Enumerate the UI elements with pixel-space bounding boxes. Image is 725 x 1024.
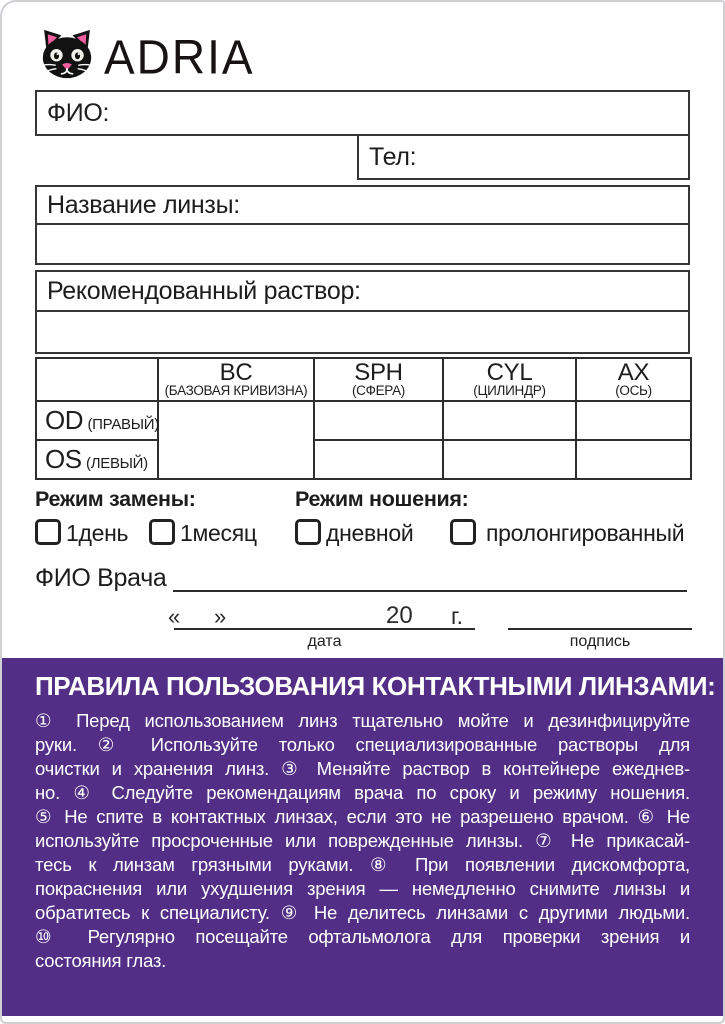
row-header-od: OD (ПРАВЫЙ) — [36, 401, 158, 440]
os-cyl-cell[interactable] — [443, 440, 576, 479]
rules-line: тесь к линзам грязными руками. ⑧ При появлении дискомфорта, — [35, 854, 690, 875]
solution-label: Рекомендованный раствор: — [47, 276, 361, 305]
od-ax-cell[interactable] — [576, 401, 691, 440]
rules-panel — [2, 658, 723, 1016]
fio-box — [35, 90, 690, 136]
doctor-name-line[interactable] — [173, 590, 687, 592]
rules-line: ⑩ Регулярно посещайте офтальмолога для проверки зрения и — [35, 926, 690, 947]
rules-line: очистки и хранения линз. ③ Меняйте раствор в контейнере ежеднев- — [35, 758, 690, 779]
wearing-mode-label: Режим ношения: — [295, 487, 469, 511]
rules-line: обратитесь к специалисту. ⑨ Не делитесь линзами с другими людьми. — [35, 902, 690, 923]
cat-logo-icon — [36, 28, 98, 85]
checkbox-prolonged-label: пролонгированный — [486, 520, 685, 546]
os-ax-cell[interactable] — [576, 440, 691, 479]
fio-input-area[interactable] — [109, 92, 688, 134]
row-header-os: OS (ЛЕВЫЙ) — [36, 440, 158, 479]
rules-line: используйте просроченные или поврежденные линзы. ⑦ Не прикасай- — [35, 830, 690, 851]
lens-name-box — [35, 185, 690, 265]
corner-cell — [36, 358, 158, 401]
tel-input-area[interactable] — [416, 136, 688, 178]
rules-line: ① Перед использованием линз тщательно мойте и дезинфицируйте — [35, 710, 690, 731]
checkbox-1month[interactable] — [149, 519, 175, 545]
date-close-quote: » — [214, 604, 227, 629]
od-cyl-cell[interactable] — [443, 401, 576, 440]
replacement-mode-label: Режим замены: — [35, 487, 196, 511]
solution-box — [35, 270, 690, 354]
rules-line: руки. ② Используйте только специализированные растворы для — [35, 734, 690, 755]
checkbox-1day[interactable] — [35, 519, 61, 545]
checkbox-daily[interactable] — [295, 519, 321, 545]
checkbox-1month-label: 1месяц — [180, 520, 257, 546]
bc-value-cell[interactable] — [158, 401, 314, 479]
od-sph-cell[interactable] — [314, 401, 443, 440]
lens-name-input-area[interactable] — [37, 225, 688, 261]
checkbox-prolonged[interactable] — [450, 519, 476, 545]
column-header-sph: SPH (СФЕРА) — [314, 358, 443, 401]
brand-wordmark: ADRIA — [104, 29, 255, 84]
tel-label: Тел: — [369, 142, 417, 171]
checkbox-daily-label: дневной — [326, 520, 414, 546]
date-line[interactable] — [174, 628, 475, 630]
rules-title: ПРАВИЛА ПОЛЬЗОВАНИЯ КОНТАКТНЫМИ ЛИНЗАМИ: — [35, 671, 716, 701]
checkbox-1day-label: 1день — [66, 520, 129, 546]
date-open-quote: « — [168, 604, 181, 629]
doctor-name-label: ФИО Врача — [35, 564, 167, 592]
year-prefix: 20 — [386, 602, 413, 629]
rules-line: покраснения или ухудшения зрения — немедленно снимите линзы и — [35, 878, 690, 899]
solution-input-area[interactable] — [37, 312, 688, 350]
os-sph-cell[interactable] — [314, 440, 443, 479]
rules-line: состояния глаз. — [35, 950, 167, 971]
date-caption: дата — [307, 633, 342, 650]
lens-name-label: Название линзы: — [47, 190, 240, 219]
column-header-bc: BC (БАЗОВАЯ КРИВИЗНА) — [158, 358, 314, 401]
prescription-table — [35, 357, 692, 480]
year-suffix: г. — [451, 603, 463, 629]
signature-line[interactable] — [508, 628, 692, 630]
fio-label: ФИО: — [47, 98, 110, 127]
rules-line: ⑤ Не спите в контактных линзах, если это не разрешено врачом. ⑥ Не — [35, 806, 690, 827]
tel-box — [357, 134, 690, 180]
signature-caption: подпись — [569, 633, 631, 650]
rules-line: но. ④ Следуйте рекомендациям врача по сроку и режиму ношения. — [35, 782, 690, 803]
column-header-ax: AX (ОСЬ) — [576, 358, 691, 401]
column-header-cyl: CYL (ЦИЛИНДР) — [443, 358, 576, 401]
brand-logo — [36, 28, 255, 85]
